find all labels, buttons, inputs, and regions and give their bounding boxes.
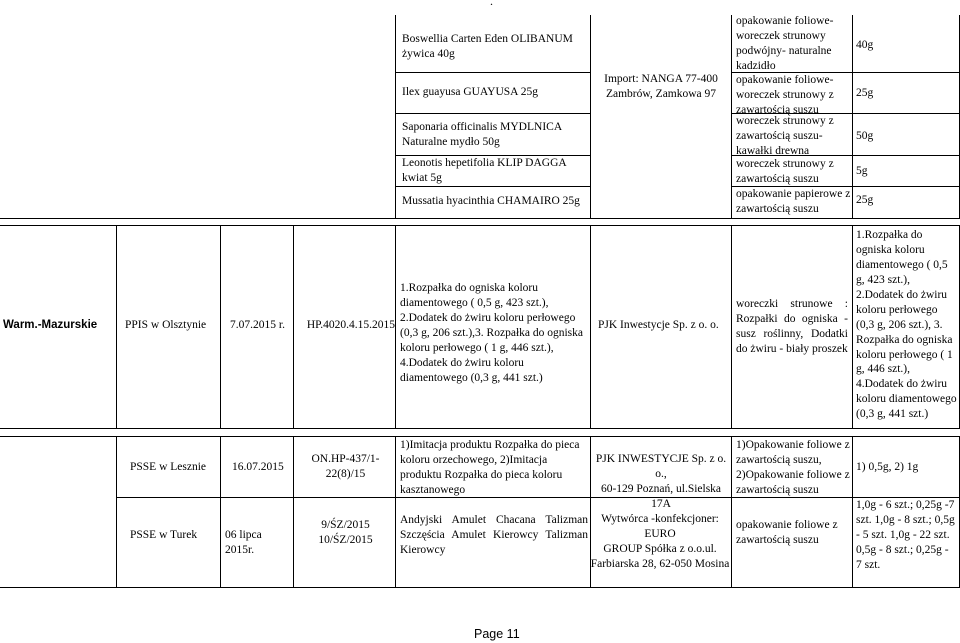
row2-reference: HP.4020.4.15.2015	[306, 319, 395, 331]
row1-packaging-1: opakowanie foliowe- woreczek strunowy podwójny- naturalne kadzidło	[736, 15, 834, 72]
row1-line-d	[852, 15, 853, 218]
row1-packaging-4: woreczek strunowy z zawartością suszu	[736, 158, 834, 185]
row1-packaging-2: opakowanie foliowe- woreczek strunowy z zawartością suszu	[736, 74, 834, 116]
row2-date: 7.07.2015 r.	[230, 319, 285, 331]
row3-top-border	[0, 436, 960, 437]
row1-importer: Import: NANGA 77-400 Zambrów, Zamkowa 97	[604, 73, 718, 100]
row1-product-5: Mussatia hyacinthia CHAMAIRO 25g	[402, 194, 580, 207]
row1-quantity-2: 25g	[856, 87, 874, 99]
row3-date-a: 16.07.2015	[232, 461, 284, 473]
row1-quantity-4: 5g	[856, 165, 868, 177]
row1-quantity-1: 40g	[856, 39, 874, 51]
row3-date-b: 06 lipca 2015r.	[225, 529, 262, 556]
row3-quantity-b: 1,0g - 6 szt.; 0,25g -7 szt. 1,0g - 8 szt.; 0,5g - 5 szt. 1,0g - 22 szt. 0,5g - 8 szt.; 0,25g - 7 szt.	[856, 499, 955, 571]
row3-company-a: PJK INWESTYCJE Sp. z o. o., 60-129 Poznań, ul.Sielska 17A	[595, 453, 727, 510]
row3-product-b: Andyjski Amulet Chacana Talizman Szczęścia Amulet Kierowcy Talizman Kierowcy	[400, 514, 588, 556]
row1-product-2: Ilex guayusa GUAYUSA 25g	[402, 85, 538, 98]
top-mark: .	[490, 0, 493, 8]
row1-packaging-3: woreczek strunowy z zawartością suszu- kawałki drewna	[736, 115, 834, 157]
row3-reference-a: ON.HP-437/1- 22(8)/15	[311, 453, 380, 480]
row3-packaging-a: 1)Opakowanie foliowe z zawartością suszu, 2)Opakowanie foliowe z zawartością suszu	[736, 439, 850, 496]
row1-packaging-5: opakowanie papierowe z zawartością suszu	[736, 188, 851, 215]
row3-company-b: Wytwórca -konfekcjoner: EURO GROUP Spółka z o.o.ul. Farbiarska 28, 62-050 Mosina	[590, 513, 730, 570]
row1-product-3: Saponaria officinalis MYDLNICA Naturalne mydło 50g	[402, 121, 563, 148]
row1-line-b	[590, 15, 591, 218]
row1-quantity-5: 25g	[856, 194, 874, 206]
row1-line-c	[731, 15, 732, 218]
row1-product-4: Leonotis hepetifolia KLIP DAGGA kwiat 5g	[402, 157, 567, 184]
row1-line-a	[395, 15, 396, 218]
page-number: Page 11	[474, 627, 520, 641]
row3-authority-b: PSSE w Turek	[130, 529, 198, 541]
row2-quantity: 1.Rozpałka do ogniska koloru diamentowego ( 0,5 g, 423 szt.), 2.Dodatek do żwiru koloru perłowego (0,3 g, 206 szt.), 3. Rozpałka do ogniska koloru perłowego ( 1 g, 446 szt.), 4.Dodatek do żwiru koloru diamentowego (0,3 g, 441 szt.)	[856, 229, 957, 421]
row3-packaging-b: opakowanie foliowe z zawartością suszu	[736, 519, 838, 546]
row2-top-border	[0, 225, 960, 226]
row2-authority: PPIS w Olsztynie	[125, 319, 207, 331]
row1-bottom-border	[0, 218, 960, 219]
row2-bottom-border	[0, 428, 960, 429]
row3-product-a: 1)Imitacja produktu Rozpałka do pieca koloru orzechowego, 2)Imitacja produktu Rozpałka do pieca koloru kasztanowego	[400, 439, 580, 496]
row3-quantity-a: 1) 0,5g, 2) 1g	[856, 461, 919, 473]
row2-product: 1.Rozpałka do ogniska koloru diamentowego ( 0,5 g, 423 szt.), 2.Dodatek do żwiru koloru perłowego (0,3 g, 206 szt.),3. Rozpałka do ogniska koloru perłowego ( 1 g, 446 szt.), 4.Dodatek do żwiru koloru diamentowego (0,3 g, 441 szt.)	[400, 282, 584, 384]
row1-quantity-3: 50g	[856, 130, 874, 142]
row3-reference-b: 9/ŚZ/2015 10/ŚZ/2015	[318, 519, 373, 546]
row3-bottom-border	[0, 587, 960, 588]
row2-packaging: woreczki strunowe : Rozpałki do ogniska - susz roślinny, Dodatki do żwiru - biały proszek	[736, 298, 848, 355]
row3-authority-a: PSSE w Lesznie	[130, 461, 207, 473]
row1-product-1: Boswellia Carten Eden OLIBANUM żywica 40g	[402, 33, 573, 60]
row2-region: Warm.-Mazurskie	[3, 319, 98, 331]
row2-company: PJK Inwestycje Sp. z o. o.	[598, 319, 719, 331]
